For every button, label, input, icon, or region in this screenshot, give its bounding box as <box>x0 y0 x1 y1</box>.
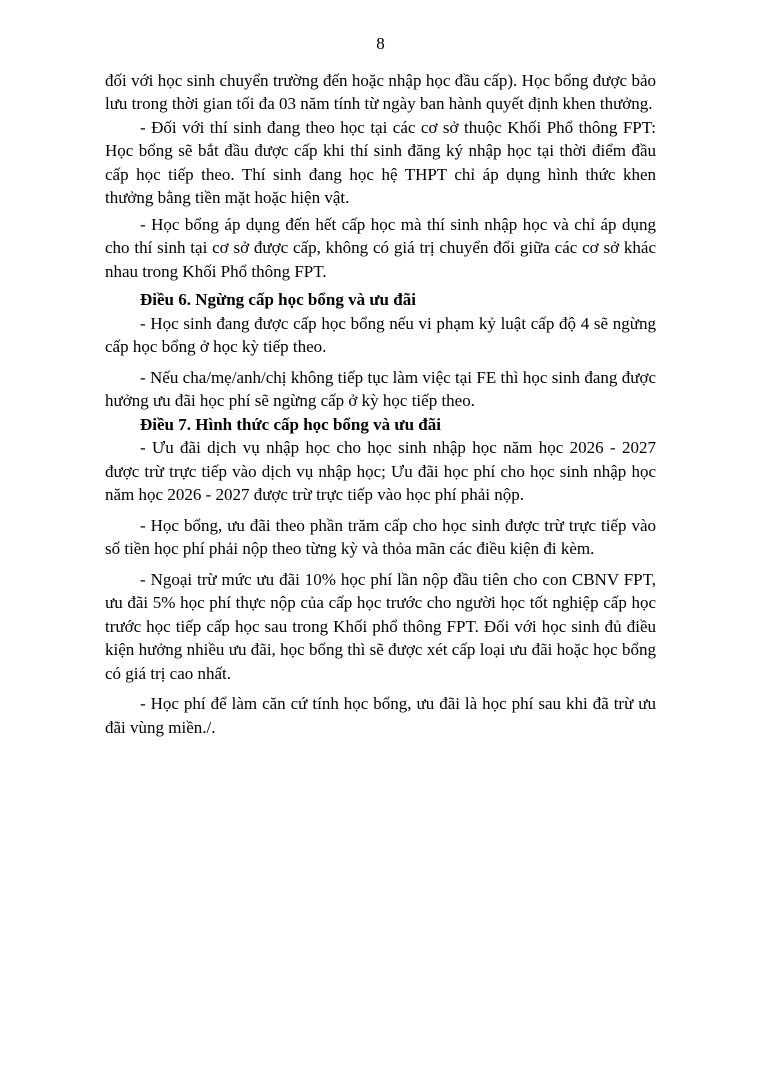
paragraph: - Học sinh đang được cấp học bổng nếu vi phạm kỷ luật cấp độ 4 sẽ ngừng cấp học bổng ở học kỳ tiếp theo. <box>105 313 656 356</box>
paragraph: - Học phí để làm căn cứ tính học bổng, ưu đãi là học phí sau khi đã trừ ưu đãi vùng miền./. <box>105 694 656 737</box>
paragraph: - Học bổng áp dụng đến hết cấp học mà thí sinh nhập học và chỉ áp dụng cho thí sinh tại cơ sở được cấp, không có giá trị chuyển đổi giữa các cơ sở khác nhau trong Khối Phổ thông FPT. <box>105 214 656 281</box>
paragraph: - Học bổng, ưu đãi theo phần trăm cấp cho học sinh được trừ trực tiếp vào số tiền học phí phải nộp theo từng kỳ và thỏa mãn các điều kiện đi kèm. <box>105 515 656 558</box>
section-heading: Điều 6. Ngừng cấp học bổng và ưu đãi <box>140 290 416 309</box>
paragraph: - Nếu cha/mẹ/anh/chị không tiếp tục làm việc tại FE thì học sinh đang được hưởng ưu đãi học phí sẽ ngừng cấp ở kỳ học tiếp theo. <box>105 367 656 410</box>
paragraph: đối với học sinh chuyển trường đến hoặc nhập học đầu cấp). Học bổng được bảo lưu trong thời gian tối đa 03 năm tính từ ngày ban hành quyết định khen thưởng. <box>105 70 656 113</box>
paragraph: - Ưu đãi dịch vụ nhập học cho học sinh nhập học năm học 2026 - 2027 được trừ trực tiếp vào dịch vụ nhập học; Ưu đãi học phí cho học sinh nhập học năm học 2026 - 2027 được trừ trực tiếp vào học phí phải nộp. <box>105 438 656 504</box>
page-number: 8 <box>376 34 385 53</box>
paragraph: - Ngoại trừ mức ưu đãi 10% học phí lần nộp đầu tiên cho con CBNV FPT, ưu đãi 5% học phí thực nộp của cấp học trước cho người học tốt nghiệp cấp học trước học tiếp cấp học sau trong Khối phổ thông FPT. Đối với học sinh đủ điều kiện hưởng nhiều ưu đãi, học bổng thì sẽ được xét cấp loại ưu đãi hoặc học bổng có giá trị cao nhất. <box>105 569 656 683</box>
paragraph: - Đối với thí sinh đang theo học tại các cơ sở thuộc Khối Phổ thông FPT: Học bổng sẽ bắt đầu được cấp khi thí sinh đăng ký nhập học tại thời điểm đầu cấp học tiếp theo. Thí sinh đang học hệ THPT chỉ áp dụng hình thức khen thưởng bằng tiền mặt hoặc hiện vật. <box>105 117 656 207</box>
section-heading: Điều 7. Hình thức cấp học bổng và ưu đãi <box>140 414 441 434</box>
